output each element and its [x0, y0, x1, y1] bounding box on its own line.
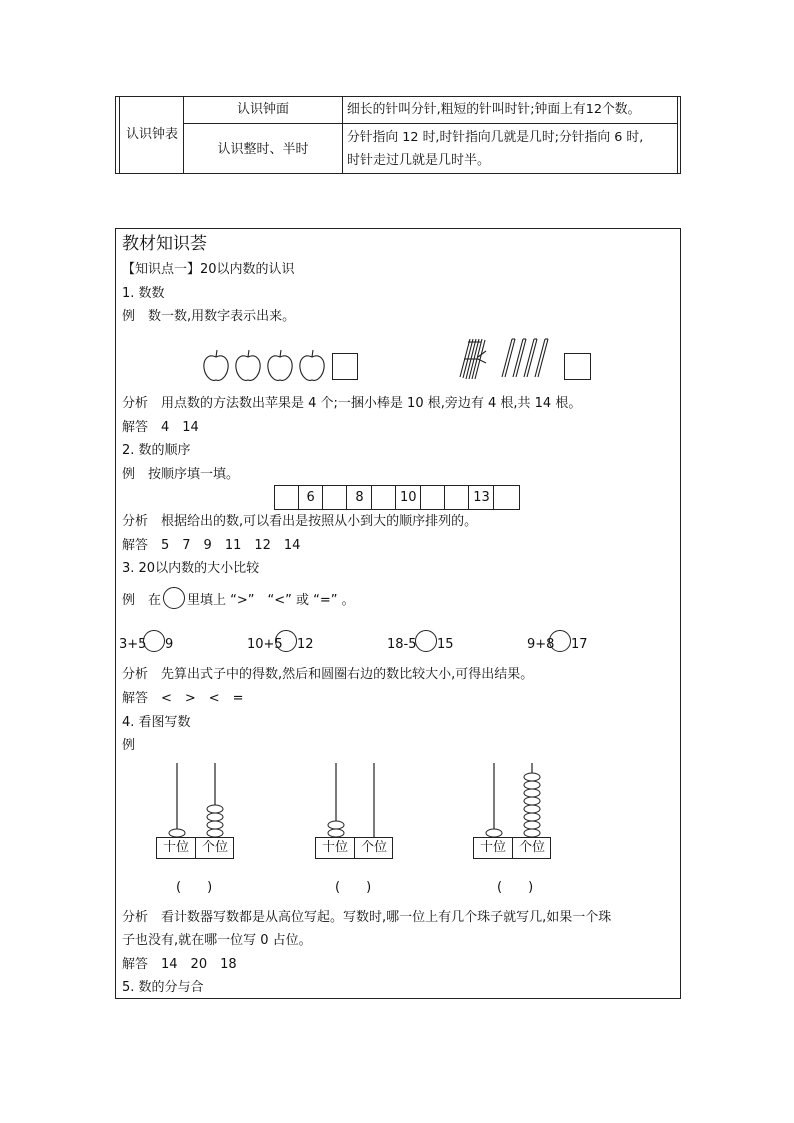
sequence-cell: 13 [470, 486, 494, 509]
abacus-bead [524, 773, 540, 781]
abacus-ones-label: 个位 [360, 840, 387, 855]
abacus-tens-label: 十位 [316, 838, 355, 858]
abacus-bead [524, 821, 540, 829]
number-sequence-strip [274, 485, 520, 510]
comparison-left: 18-5 [387, 637, 417, 652]
abacus-bead [207, 805, 223, 813]
answer-box-apples[interactable] [332, 353, 358, 380]
abacus-base [473, 837, 551, 859]
table-content-cell: 分针指向 12 时,时针指向几就是几时;分针指向 6 时, [347, 130, 644, 145]
subsection-heading: 4. 看图写数 [122, 715, 191, 730]
sticks-illustration [456, 333, 566, 383]
abacus-rods [315, 763, 393, 837]
analysis-text: 子也没有,就在哪一位写 0 占位。 [122, 933, 312, 948]
summary-table [115, 96, 681, 174]
comparison-circle[interactable] [549, 630, 571, 652]
abacus-bead [524, 813, 540, 821]
abacus-ones-label: 个位 [518, 840, 545, 855]
table-row-divider [183, 123, 678, 124]
knowledge-point-heading: 【知识点一】20以内数的认识 [122, 262, 295, 277]
abacus-bead [207, 813, 223, 821]
example-text: 例 [122, 738, 136, 753]
subsection-heading: 1. 数数 [122, 286, 165, 301]
sequence-cell: 6 [299, 486, 323, 509]
abacus-rods [156, 763, 234, 837]
subsection-heading: 3. 20以内数的大小比较 [122, 561, 260, 576]
abacus-bead [486, 829, 502, 837]
abacus-bead [524, 805, 540, 813]
abacus-base [156, 837, 234, 859]
table-topic-cell: 认识钟面 [236, 102, 289, 117]
abacus [473, 763, 551, 859]
abacus-tens-label: 十位 [474, 838, 513, 858]
sequence-cell: 10 [397, 486, 421, 509]
comparison-left: 10+5 [247, 637, 283, 652]
apple-icon [204, 350, 228, 380]
sequence-cell: 8 [348, 486, 372, 509]
comparison-right: 17 [571, 637, 588, 652]
analysis-text: 分析 看计数器写数都是从高位写起。写数时,哪一位上有几个珠子就写几,如果一个珠 [122, 910, 612, 925]
abacus-bead [524, 789, 540, 797]
sequence-cell[interactable] [421, 486, 445, 509]
abacus-ones-label: 个位 [201, 840, 228, 855]
abacus [315, 763, 393, 859]
comparison-right: 15 [437, 637, 454, 652]
table-inner-left-border [119, 97, 120, 173]
single-stick-icon [535, 339, 548, 377]
apple-icon [300, 350, 324, 380]
comparison-right: 12 [297, 637, 314, 652]
table-topic-cell: 认识整时、半时 [217, 142, 309, 157]
analysis-text: 分析 先算出式子中的得数,然后和圆圈右边的数比较大小,可得出结果。 [122, 667, 534, 682]
stick-bundle-icon [460, 339, 486, 379]
single-stick-icon [502, 339, 515, 377]
comparison-circle[interactable] [275, 630, 297, 652]
abacus-base [315, 837, 393, 859]
table-content-cell: 细长的针叫分针,粗短的针叫时针;钟面上有12个数。 [347, 102, 641, 117]
sequence-cell[interactable] [446, 486, 470, 509]
comparison-circle[interactable] [415, 630, 437, 652]
answer-blank[interactable]: ( ) [497, 880, 534, 895]
abacus-bead [524, 829, 540, 837]
abacus-bead [328, 829, 344, 837]
abacus-bead [328, 821, 344, 829]
subsection-heading: 2. 数的顺序 [122, 443, 191, 458]
abacus-bead [207, 821, 223, 829]
sequence-cell[interactable] [275, 486, 299, 509]
answer-text: 解答 5 7 9 11 12 14 [122, 538, 301, 553]
answer-blank[interactable]: ( ) [335, 880, 372, 895]
example-text: 例 数一数,用数字表示出来。 [122, 309, 296, 324]
sequence-cell[interactable] [324, 486, 348, 509]
single-stick-icon [524, 339, 537, 377]
knowledge-box [115, 228, 681, 999]
apple-icon [236, 350, 260, 380]
example-suffix: 里填上 “>” “<” 或 “=” 。 [187, 593, 355, 608]
answer-text: 解答 < > < = [122, 691, 244, 706]
comparison-circle[interactable] [143, 630, 165, 652]
section-title: 教材知识荟 [122, 234, 207, 254]
answer-box-sticks[interactable] [564, 353, 591, 380]
answer-text: 解答 14 20 18 [122, 957, 237, 972]
table-content-cell: 时针走过几就是几时半。 [347, 153, 491, 168]
abacus-bead [524, 797, 540, 805]
abacus-bead [207, 829, 223, 837]
single-stick-icon [513, 339, 526, 377]
subsection-heading: 5. 数的分与合 [122, 980, 204, 995]
apple-icon [268, 350, 292, 380]
abacus-bead [524, 781, 540, 789]
comparison-left: 3+5 [119, 637, 147, 652]
analysis-text: 分析 根据给出的数,可以看出是按照从小到大的顺序排列的。 [122, 514, 478, 529]
example-text: 例 按顺序填一填。 [122, 467, 240, 482]
answer-text: 解答 4 14 [122, 420, 199, 435]
comparison-left: 9+8 [527, 637, 555, 652]
answer-blank[interactable]: ( ) [176, 880, 213, 895]
sequence-cell[interactable] [495, 486, 519, 509]
table-inner-right-border [677, 97, 678, 173]
example-prefix: 例 在 [122, 593, 162, 608]
comparison-circle-sample [163, 587, 185, 609]
abacus-rods [473, 763, 551, 837]
table-col-divider-2 [342, 97, 343, 173]
comparison-right: 9 [165, 637, 174, 652]
abacus [156, 763, 234, 859]
abacus-tens-label: 十位 [157, 838, 196, 858]
analysis-text: 分析 用点数的方法数出苹果是 4 个;一捆小棒是 10 根,旁边有 4 根,共 14 根。 [122, 396, 582, 411]
sequence-cell[interactable] [373, 486, 397, 509]
table-category-cell: 认识钟表 [125, 127, 178, 142]
abacus-bead [169, 829, 185, 837]
